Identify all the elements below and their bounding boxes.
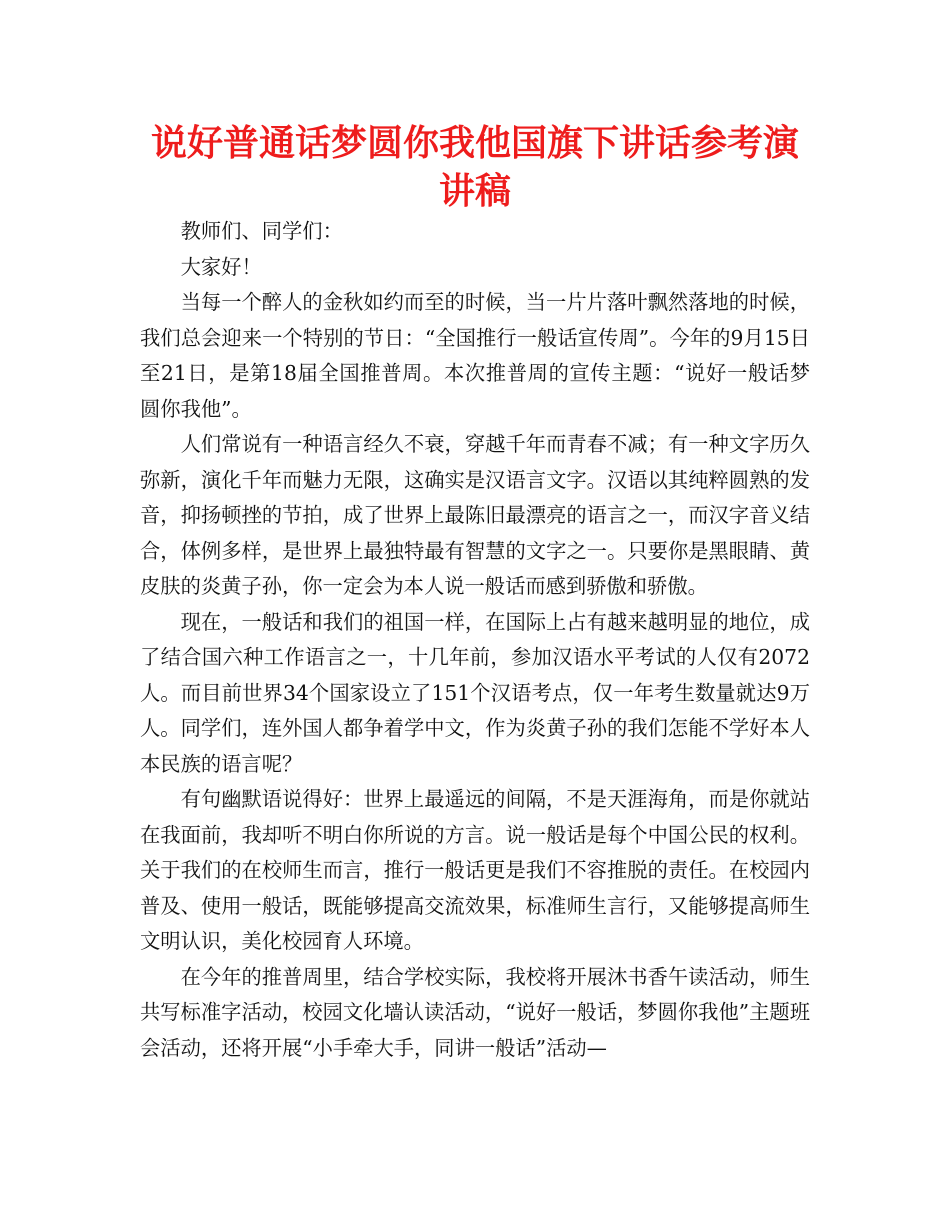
document-body <box>140 214 810 1066</box>
greeting: 大家好！ <box>180 254 262 279</box>
paragraph: 有句幽默语说得好：世界上最遥远的间隔，不是天涯海角，而是你就站在我面前，我却听不明白你所说的方言。说一般话是每个中国公民的权利。关于我们的在校师生而言，推行一般话更是我们不容推脱的责任。在校园内普及、使用一般话，既能够提高交流效果，标准师生言行，又能够提高师生文明认识，美化校园育人环境。 <box>140 787 810 953</box>
salutation: 教师们、同学们： <box>180 219 343 243</box>
paragraph: 在今年的推普周里，结合学校实际，我校将开展沐书香午读活动，师生共写标准字活动，校园文化墙认读活动，“说好一般话，梦圆你我他”主题班会活动，还将开展“小手牵大手，同讲一般话”活动— <box>140 964 810 1060</box>
paragraph: 现在，一般话和我们的祖国一样，在国际上占有越来越明显的地位，成了结合国六种工作语言之一，十几年前，参加汉语水平考试的人仅有2072人。而目前世界34个国家设立了151个汉语考点，仅一年考生数量就达9万人。同学们，连外国人都争着学中文，作为炎黄子孙的我们怎能不学好本人本民族的语言呢？ <box>140 609 810 776</box>
document-title: 说好普通话梦圆你我他国旗下讲话参考演讲稿 <box>150 123 799 212</box>
paragraph: 当每一个醉人的金秋如约而至的时候，当一片片落叶飘然落地的时候，我们总会迎来一个特别的节日：“全国推行一般话宣传周”。今年的9月15日至21日，是第18届全国推普周。本次推普周的宣传主题：“说好一般话梦圆你我他”。 <box>140 290 810 421</box>
paragraph: 人们常说有一种语言经久不衰，穿越千年而青春不减；有一种文字历久弥新，演化千年而魅力无限，这确实是汉语言文字。汉语以其纯粹圆熟的发音，抑扬顿挫的节拍，成了世界上最陈旧最漂亮的语言之一，而汉字音义结合，体例多样，是世界上最独特最有智慧的文字之一。只要你是黑眼睛、黄皮肤的炎黄子孙，你一定会为本人说一般话而感到骄傲和骄傲。 <box>140 432 810 598</box>
